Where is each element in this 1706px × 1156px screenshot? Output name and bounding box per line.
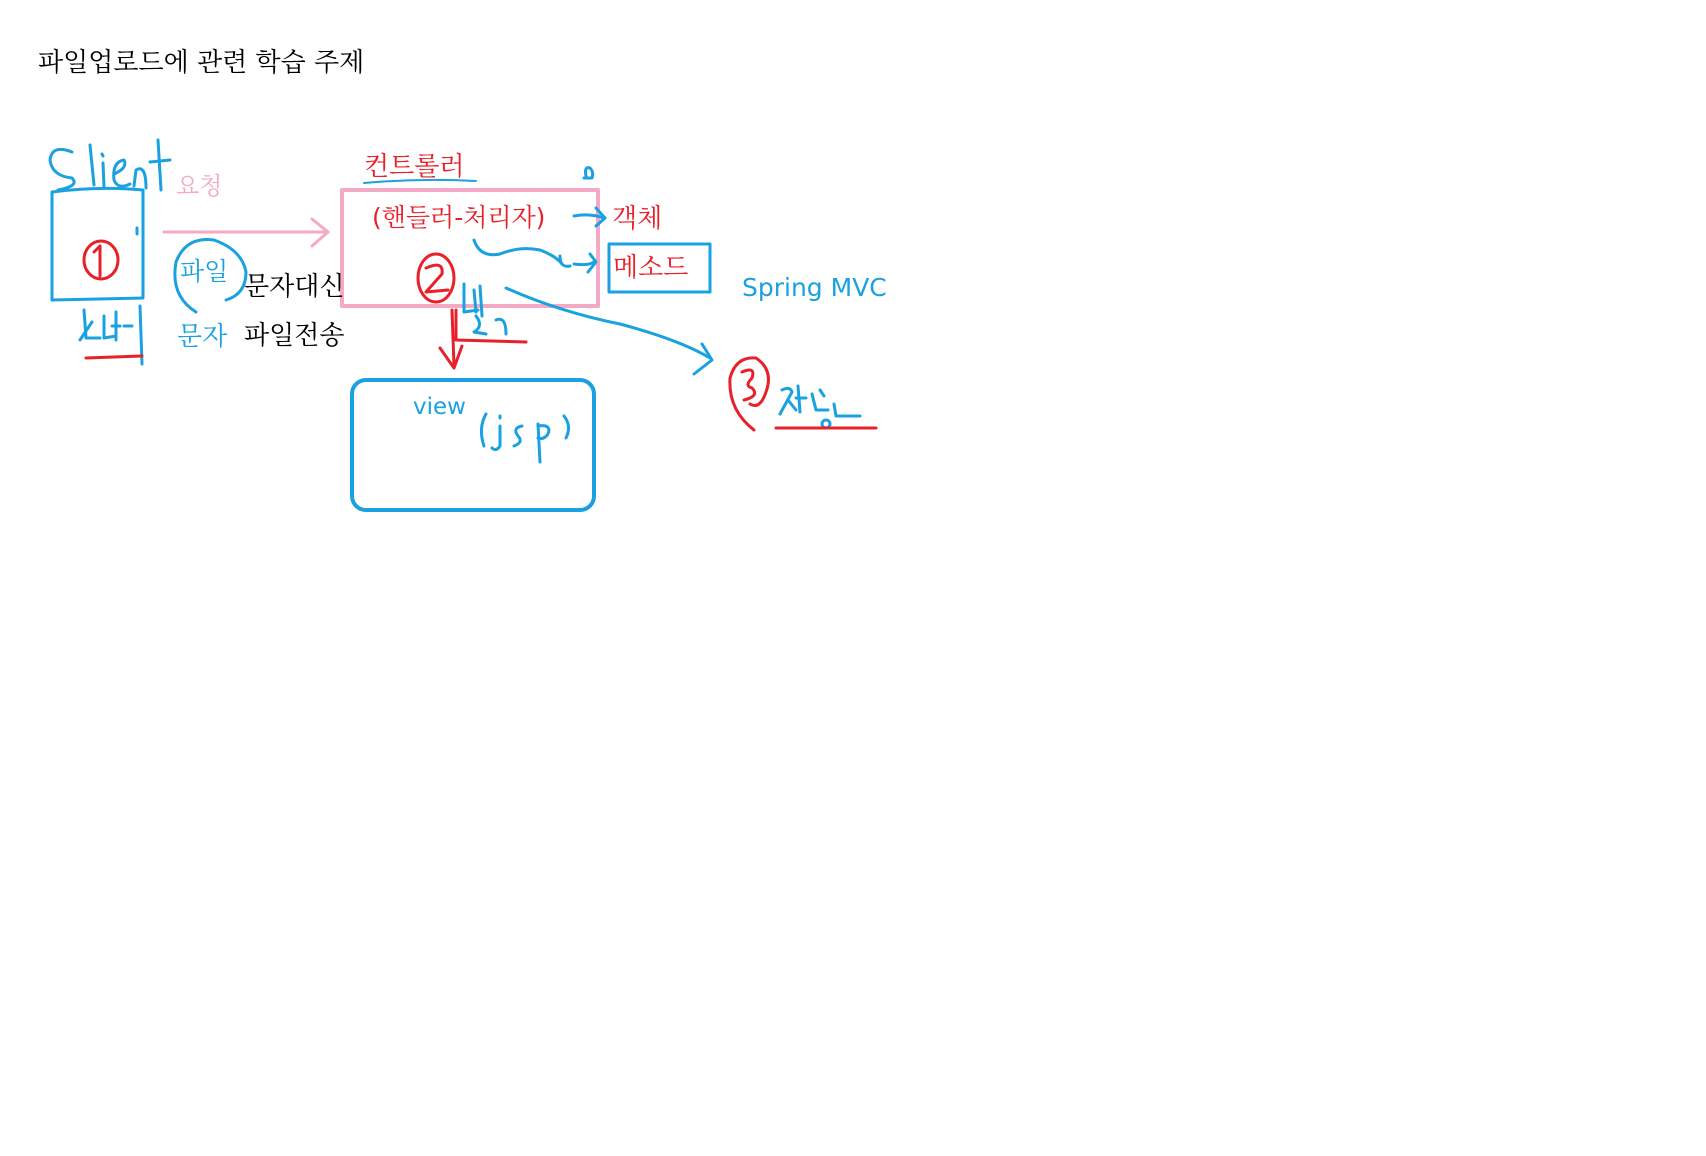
object-arrow (574, 208, 605, 226)
view-arrow (440, 310, 526, 368)
client-handwriting (50, 140, 170, 190)
step-3-marker (730, 358, 769, 430)
receive-handwriting (464, 284, 506, 334)
jsp-handwriting (481, 414, 568, 462)
framework-label: Spring MVC (742, 273, 887, 302)
file-label: 파일 (180, 257, 229, 286)
object-label: 객체 (612, 204, 663, 234)
file-instead-of-text: 문자대신 (244, 272, 345, 302)
page-title: 파일업로드에 관련 학습 주제 (38, 48, 365, 78)
method-connector (474, 240, 596, 272)
small-mark (584, 168, 593, 178)
view-box (352, 380, 594, 510)
client-box (52, 188, 143, 300)
request-label: 요청 (176, 172, 223, 200)
storage-arrow (506, 288, 712, 374)
handler-label: (핸들러-처리자) (372, 203, 546, 232)
step-1-marker (84, 241, 118, 279)
method-label: 메소드 (613, 253, 689, 283)
step-2-marker (418, 254, 454, 302)
text-label: 문자 (177, 322, 228, 352)
file-transfer-label: 파일전송 (244, 321, 345, 351)
view-label: view (413, 394, 466, 420)
storage-handwriting (780, 386, 860, 428)
request-arrow (164, 219, 328, 246)
controller-label: 컨트롤러 (364, 152, 465, 182)
send-underline (86, 356, 142, 358)
